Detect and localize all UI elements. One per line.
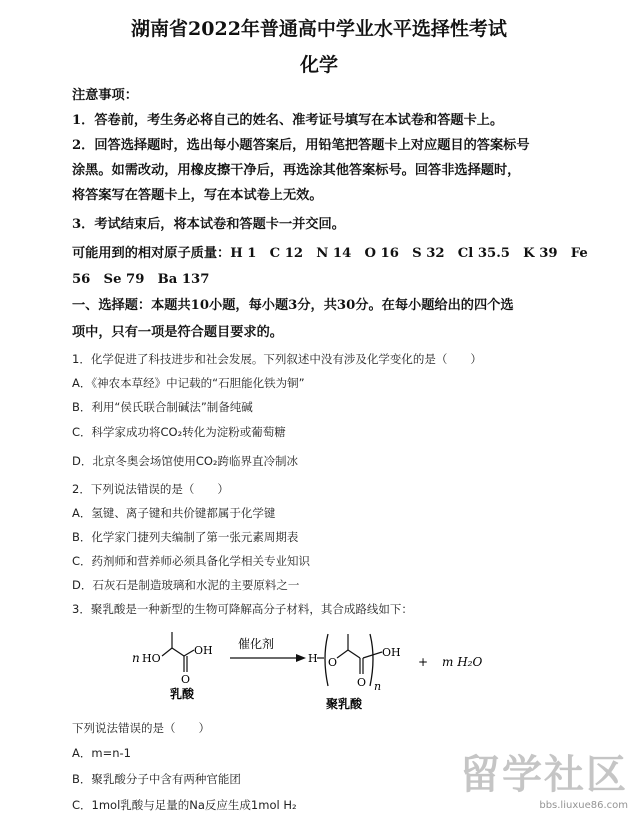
subject-title: 化学	[299, 54, 338, 76]
oh-label: OH	[194, 644, 213, 657]
ho-label: HO	[142, 652, 161, 665]
oh-label: OH	[382, 646, 401, 659]
h-label: H	[308, 652, 318, 665]
watermark-logo: 留学社区	[460, 752, 628, 798]
water-label: m H₂O	[442, 655, 483, 669]
q2-option-c: C．药剂师和营养师必须具备化学相关专业知识	[72, 554, 311, 568]
q1-option-a: A．《神农本草经》中记载的“石胆能化铁为铜”	[72, 376, 305, 390]
o-label: O	[357, 676, 367, 689]
q2-option-b: B．化学家门捷列夫编制了第一张元素周期表	[72, 530, 299, 544]
lactic-acid-label: 乳酸	[170, 687, 195, 701]
q2-stem: 2．下列说法错误的是（ ）	[72, 482, 229, 496]
q2-option-d: D．石灰石是制造玻璃和水泥的主要原料之一	[72, 578, 300, 592]
plus-sign: +	[418, 655, 429, 669]
q3-stem: 3．聚乳酸是一种新型的生物可降解高分子材料，其合成路线如下：	[72, 602, 413, 616]
bond	[337, 650, 348, 658]
o-label: O	[328, 656, 338, 669]
q1-option-b: B．利用“侯氏联合制碱法”制备纯碱	[72, 400, 253, 414]
polylactic-acid-label: 聚乳酸	[326, 697, 363, 711]
q1-stem: 1．化学促进了科技进步和社会发展。下列叙述中没有涉及化学变化的是（ ）	[72, 352, 482, 366]
o-label: O	[181, 673, 191, 686]
arrow-head-icon	[296, 654, 306, 662]
n-coefficient: n	[132, 651, 140, 665]
q1-option-d: D．北京冬奥会场馆使用CO₂跨临界直冷制冰	[72, 454, 299, 468]
notice-line: 2．回答选择题时，选出每小题答案后，用铅笔把答题卡上对应题目的答案标号	[72, 138, 530, 153]
notice-heading: 注意事项：	[72, 88, 138, 103]
watermark-url: bbs.liuxue86.com	[539, 800, 628, 811]
section-heading: 项中，只有一项是符合题目要求的。	[72, 325, 283, 340]
bond	[172, 648, 184, 656]
notice-line: 将答案写在答题卡上，写在本试卷上无效。	[72, 188, 323, 203]
notice-line: 1．答卷前，考生务必将自己的姓名、准考证号填写在本试卷和答题卡上。	[72, 113, 504, 128]
bond	[184, 650, 194, 656]
repeat-n-label: n	[374, 680, 382, 693]
reaction-scheme	[120, 618, 520, 718]
q2-option-a: A．氢键、离子键和共价键都属于化学键	[72, 506, 276, 520]
q3-option-b: B．聚乳酸分子中含有两种官能团	[72, 772, 241, 786]
catalyst-label: 催化剂	[238, 637, 275, 651]
right-bracket	[370, 634, 373, 686]
atomic-mass-line: 56 Se 79 Ba 137	[72, 272, 210, 287]
atomic-mass-line: 可能用到的相对原子质量：H 1 C 12 N 14 O 16 S 32 Cl 35.5 K 39 Fe	[72, 246, 588, 261]
notice-line: 涂黑。如需改动，用橡皮擦干净后，再选涂其他答案标号。回答非选择题时，	[72, 163, 521, 178]
q3-option-c: C．1mol乳酸与足量的Na反应生成1mol H₂	[72, 798, 297, 812]
q3-question: 下列说法错误的是（ ）	[72, 721, 210, 735]
q1-option-c: C．科学家成功将CO₂转化为淀粉或葡萄糖	[72, 425, 286, 439]
notice-line: 3．考试结束后，将本试卷和答题卡一并交回。	[72, 217, 345, 232]
q3-option-a: A．m=n-1	[72, 746, 131, 760]
watermark	[460, 743, 628, 811]
exam-title: 湖南省2022年普通高中学业水平选择性考试	[131, 18, 507, 40]
section-heading: 一、选择题：本题共10小题，每小题3分，共30分。在每小题给出的四个选	[72, 298, 514, 313]
bond	[348, 650, 360, 658]
bond	[162, 648, 172, 656]
